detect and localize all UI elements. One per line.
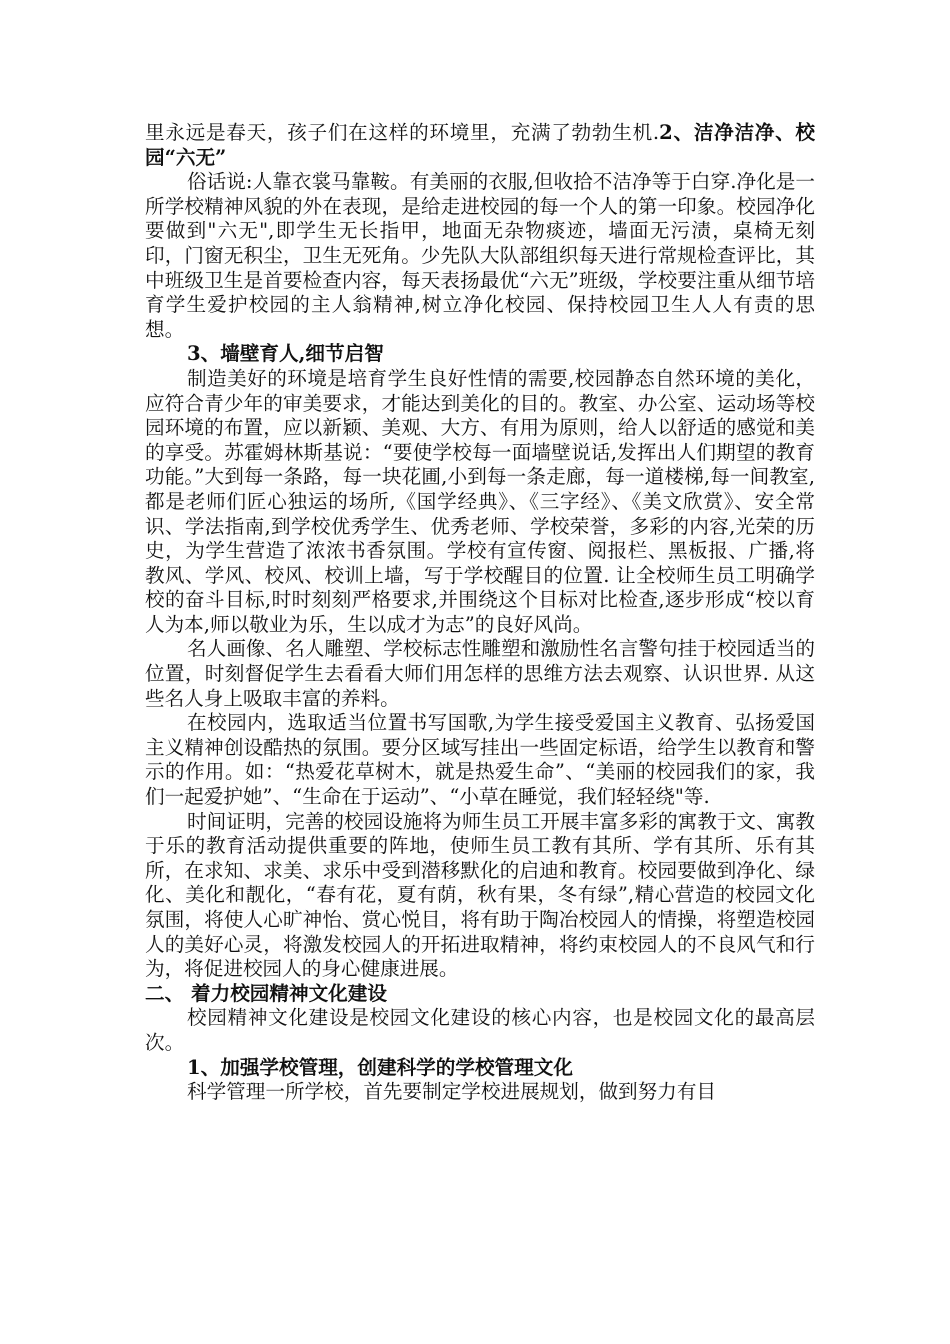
- paragraph-management: 科学管理一所学校，首先要制定学校进展规划，做到努力有目: [187, 1080, 717, 1104]
- lead-paragraph: [145, 121, 815, 170]
- section-heading-1: 1、加强学校管理，创建科学的学校管理文化: [187, 1055, 573, 1079]
- chapter-heading-2: 二、 着力校园精神文化建设: [145, 981, 387, 1005]
- document-body: [145, 121, 815, 1105]
- paragraph-famous-people: 名人画像、名人雕塑、学校标志性雕塑和激励性名言警句挂于校园适当的位置，时刻督促学生去看看大师们用怎样的思维方法去观察、认识世界. 从这些名人身上吸取丰富的养料。: [145, 637, 815, 710]
- paragraph-facilities: 时间证明，完善的校园设施将为师生员工开展丰富多彩的寓教于文、寓教于乐的教育活动提供重要的阵地，使师生员工教有其所、学有其所、乐有其所，在求知、求美、求乐中受到潜移默化的启迪和教育。校园要做到净化、绿化、美化和靓化，“春有花，夏有荫，秋有果，冬有绿”,精心营造的校园文化氛围，将使人心旷神怡、赏心悦目，将有助于陶冶校园人的情操，将塑造校园人的美好心灵，将激发校园人的开拓进取精神，将约束校园人的不良风气和行为，将促进校园人的身心健康进展。: [145, 809, 815, 981]
- lead-text: 里永远是春天，孩子们在这样的环境里，充满了勃勃生机.: [145, 121, 660, 144]
- section-heading-3: 3、墙壁育人,细节启智: [187, 342, 384, 366]
- section-heading-2: 2、洁净洁净、校园“六无”: [145, 121, 815, 169]
- paragraph-spirit-culture: 校园精神文化建设是校园文化建设的核心内容，也是校园文化的最高层次。: [145, 1006, 815, 1054]
- paragraph-national-anthem: 在校园内，选取适当位置书写国歌,为学生接受爱国主义教育、弘扬爱国主义精神创设酷热的氛围。要分区域写挂出一些固定标语，给学生以教育和警示的作用。如：“热爱花草树木，就是热爱生命”、“美丽的校园我们的家，我们一起爱护她”、“生命在于运动”、“小草在睡觉，我们轻轻绕"等.: [145, 711, 815, 809]
- paragraph-wall-education: 制造美好的环境是培育学生良好性情的需要,校园静态自然环境的美化，应符合青少年的审美要求，才能达到美化的目的。教室、办公室、运动场等校园环境的布置，应以新颖、美观、大方、有用为原则，给人以舒适的感觉和美的享受。苏霍姆林斯基说：“要使学校每一面墙壁说话,发挥出人们期望的教育功能。”大到每一条路，每一块花圃,小到每一条走廊，每一道楼梯,每一间教室,都是老师们匠心独运的场所,《国学经典》、《三字经》、《美文欣赏》、安全常识、学法指南,到学校优秀学生、优秀老师、学校荣誉，多彩的内容,光荣的历史，为学生营造了浓浓书香氛围。学校有宣传窗、阅报栏、黑板报、广播,将教风、学风、校风、校训上墙，写于学校醒目的位置. 让全校师生员工明确学校的奋斗目标,时时刻刻严格要求,并围绕这个目标对比检查,逐步形成“校以育人为本,师以敬业为乐，生以成才为志”的良好风尚。: [145, 366, 815, 636]
- paragraph-cleanliness: 俗话说:人靠衣裳马靠鞍。有美丽的衣服,但收拾不洁净等于白穿.净化是一所学校精神风貌的外在表现，是给走进校园的每一个人的第一印象。校园净化要做到"六无",即学生无长指甲，地面无杂物痰迹，墙面无污渍，桌椅无刻印，门窗无积尘，卫生无死角。少先队大队部组织每天进行常规检查评比，其中班级卫生是首要检查内容，每天表扬最优“六无”班级，学校要注重从细节培育学生爱护校园的主人翁精神,树立净化校园、保持校园卫生人人有责的思想。: [145, 170, 815, 341]
